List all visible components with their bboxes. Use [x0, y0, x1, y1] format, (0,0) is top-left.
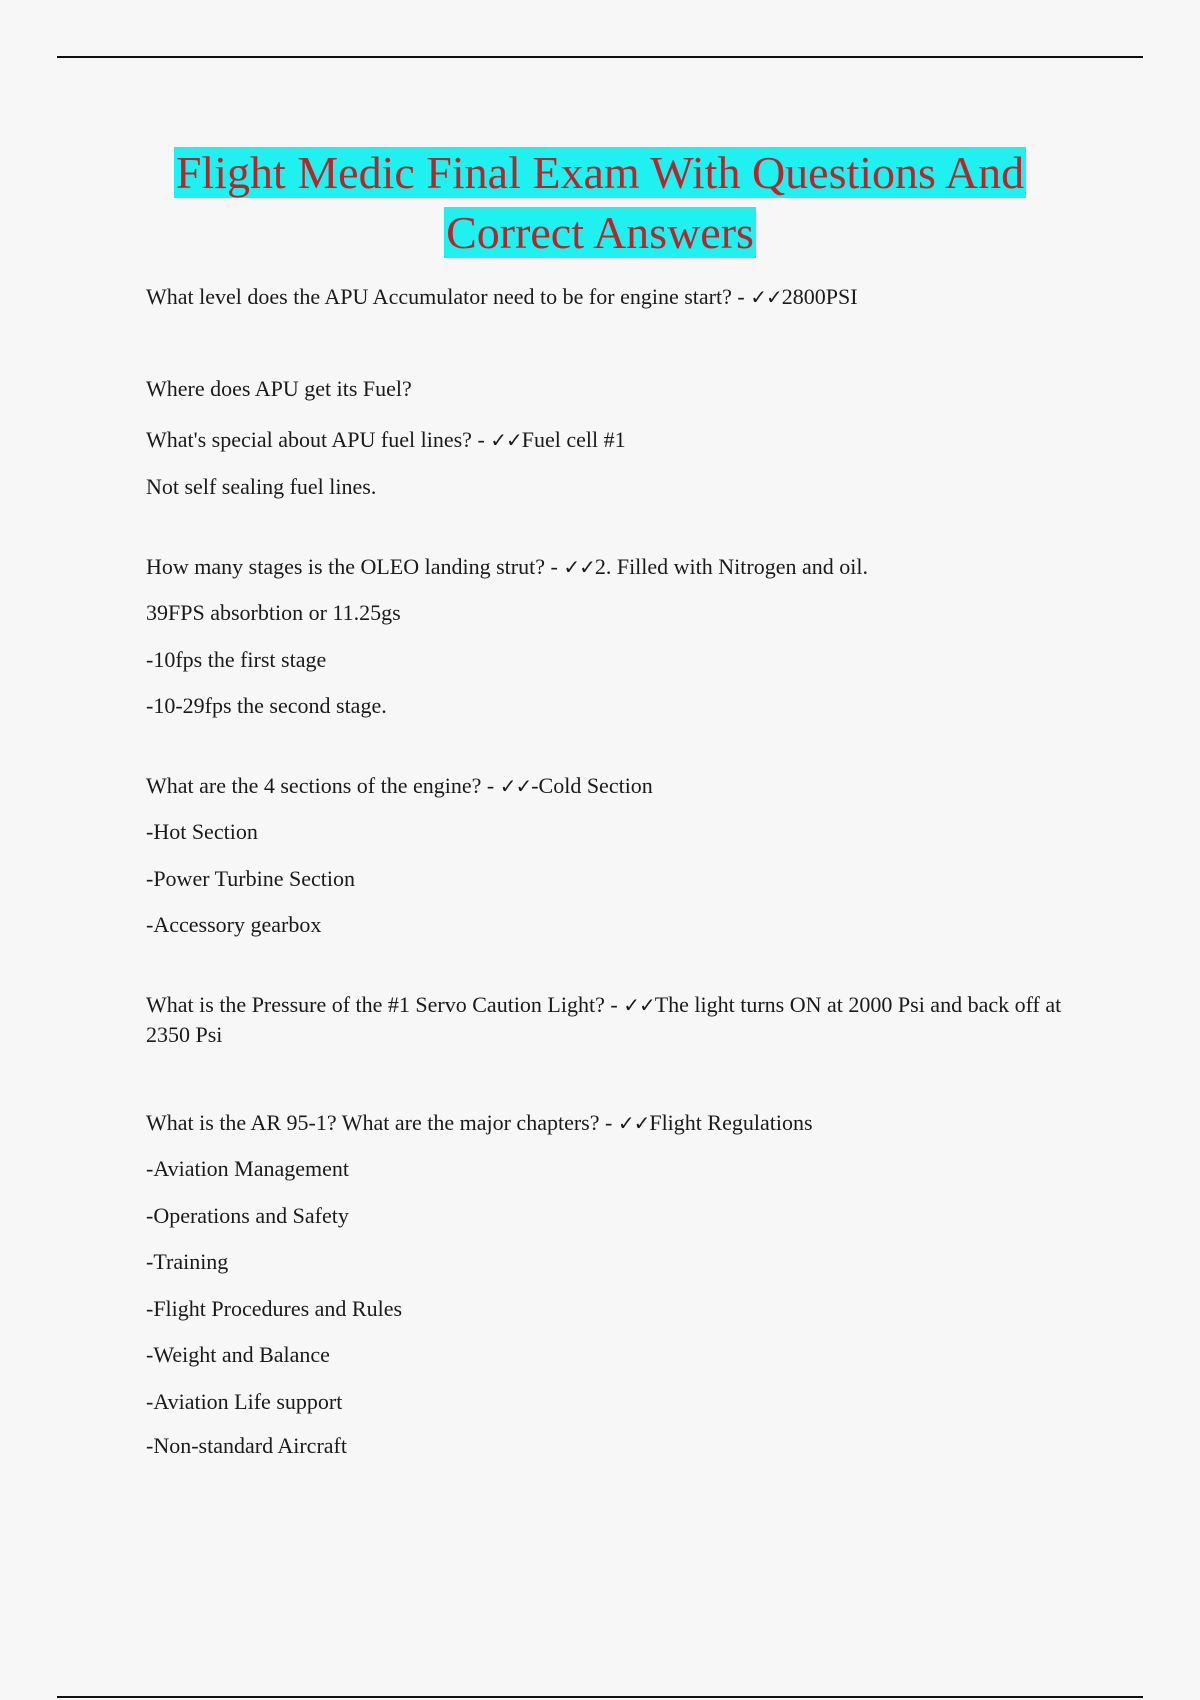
question-text: What are the 4 sections of the engine? - — [146, 773, 500, 798]
top-rule — [57, 56, 1143, 58]
answer-text: 2800PSI — [781, 284, 858, 309]
check-icon: ✓✓ — [499, 774, 532, 798]
check-icon: ✓✓ — [623, 993, 655, 1017]
qa-item-3 — [146, 425, 1066, 455]
qa-item-6 — [146, 990, 1066, 1050]
answer-line: -Aviation Management — [146, 1156, 350, 1181]
check-icon: ✓✓ — [490, 428, 522, 452]
qa-item-5 — [146, 771, 1066, 801]
question-text: What is the AR 95-1? What are the major chapters? - — [146, 1110, 618, 1135]
answer-line: -Accessory gearbox — [146, 912, 322, 937]
answer-line: -Training — [146, 1249, 229, 1274]
qa-item-7 — [146, 1108, 1066, 1138]
answer-line: -Aviation Life support — [146, 1389, 343, 1414]
answer-line: -Power Turbine Section — [146, 866, 355, 891]
answer-line: 39FPS absorbtion or 11.25gs — [146, 600, 401, 625]
answer-line: -Operations and Safety — [146, 1203, 349, 1228]
title-line-1: Flight Medic Final Exam With Questions And — [175, 147, 1025, 198]
answer-text: The light turns ON at 2000 Psi and back off at 2350 Psi — [146, 992, 1062, 1047]
check-icon: ✓✓ — [563, 555, 595, 579]
answer-line: -Hot Section — [146, 819, 258, 844]
answer-text: 2. Filled with Nitrogen and oil. — [594, 554, 868, 579]
question-text: Where does APU get its Fuel? — [146, 376, 412, 401]
page-title — [100, 143, 1100, 263]
qa-item-2 — [146, 374, 1066, 404]
answer-line: Not self sealing fuel lines. — [146, 474, 377, 499]
answer-line: -Non-standard Aircraft — [146, 1433, 347, 1458]
title-line-2: Correct Answers — [446, 207, 754, 258]
qa-content — [146, 282, 1066, 1461]
check-icon: ✓✓ — [617, 1111, 650, 1135]
qa-item-1 — [146, 282, 1066, 312]
bottom-rule — [57, 1696, 1143, 1698]
question-text: How many stages is the OLEO landing strut? - — [146, 554, 564, 579]
answer-text: -Cold Section — [531, 773, 653, 798]
check-icon: ✓✓ — [750, 285, 782, 309]
answer-text: Fuel cell #1 — [521, 427, 626, 452]
answer-text: Flight Regulations — [649, 1110, 813, 1135]
answer-line: -Weight and Balance — [146, 1342, 330, 1367]
answer-line: -10fps the first stage — [146, 647, 327, 672]
question-text: What is the Pressure of the #1 Servo Caution Light? - — [146, 992, 624, 1017]
answer-line: -Flight Procedures and Rules — [146, 1296, 403, 1321]
qa-item-4 — [146, 552, 1066, 582]
question-text: What level does the APU Accumulator need to be for engine start? - — [146, 284, 751, 309]
answer-line: -10-29fps the second stage. — [146, 693, 387, 718]
question-text: What's special about APU fuel lines? - — [146, 427, 491, 452]
